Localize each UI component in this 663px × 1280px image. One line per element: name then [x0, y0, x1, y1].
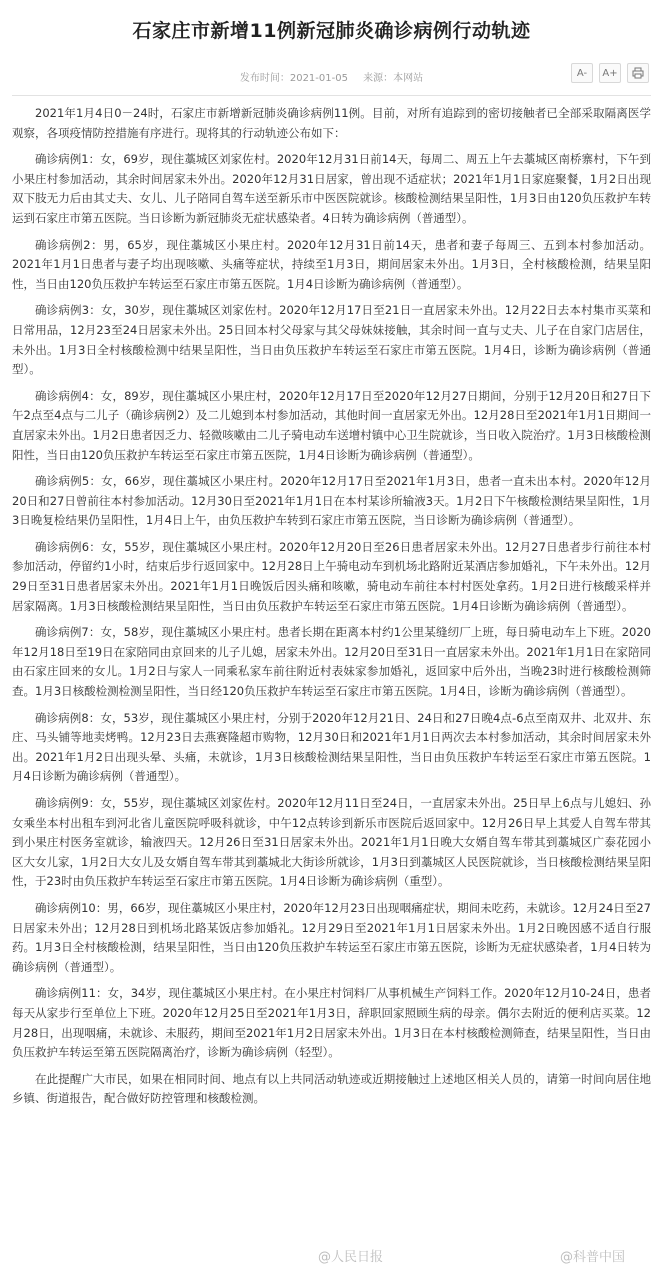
article-body: [0, 96, 663, 1109]
watermark-kepu: @科普中国: [560, 1250, 626, 1265]
article-source: 来源：本网站: [363, 73, 424, 84]
paragraph-case-1: 确诊病例1：女，69岁，现住藁城区刘家佐村。2020年12月31日前14天，每周二、周五上午去藁城区南桥寨村，下午到小果庄村参加活动，其余时间居家未外出。2020年12月31日居家，曾出现不适症状；2021年1月1日家庭聚餐，1月2日出现双下肢无力后由其丈夫、女儿、儿子陪同自驾车送至新乐市中医医院就诊。核酸检测结果呈阳性，1月3日由120负压救护车转运到石家庄市第五医院。当日诊断为新冠肺炎无症状感染者。4日转为确诊病例（普通型）。: [12, 152, 651, 225]
paragraph-case-3: 确诊病例3：女，30岁，现住藁城区刘家佐村。2020年12月17日至21日一直居家未外出。12月22日去本村集市买菜和日常用品，12月23至24日居家未外出。25日回本村父母家与其父母妹妹接触，其余时间一直与丈夫、儿子在自家门店居住，未外出。1月3日全村核酸检测中结果呈阳性，当日由负压救护车转运至石家庄市第五医院。1月4日，诊断为确诊病例（普通型）。: [12, 303, 651, 377]
paragraph-case-4: 确诊病例4：女，89岁，现住藁城区小果庄村，2020年12月17日至2020年12月27日期间，分别于12月20日和27日下午2点至4点与二儿子（确诊病例2）及二儿媳到本村参加活动，其他时间一直居家无外出。12月28日至2021年1月1日期间一直居家未外出。1月2日患者因乏力、轻微咳嗽由二儿子骑电动车送增村镇中心卫生院就诊，当日收入院治疗。1月3日核酸检测阳性，当日由120负压救护车转运至石家庄市第五医院，1月4日诊断为确诊病例（普通型）。: [12, 388, 651, 462]
paragraph-case-6: 确诊病例6：女，55岁，现住藁城区小果庄村。2020年12月20日至26日患者居家未外出。12月27日患者步行前往本村参加活动，停留约1小时，结束后步行返回家中。12月28日上午骑电动车到机场北路附近某酒店参加婚礼，下午未外出。12月29日至31日患者居家未外出。2021年1月1日晚饭后因头痛和咳嗽，骑电动车前往本村村医处拿药。1月2日进行核酸采样并居家隔离。1月3日核酸检测结果呈阳性，当日由负压救护车转运至石家庄市第五医院。1月4日诊断为确诊病例（普通型）。: [12, 539, 651, 613]
paragraph-reminder: 在此提醒广大市民，如果在相同时间、地点有以上共同活动轨迹或近期接触过上述地区相关人员的，请第一时间向居住地乡镇、街道报告，配合做好防控管理和核酸检测。: [12, 1071, 651, 1106]
print-button[interactable]: [627, 63, 649, 83]
font-larger-button[interactable]: A+: [599, 63, 621, 83]
printer-icon: [632, 67, 644, 79]
paragraph-case-10: 确诊病例10：男，66岁，现住藁城区小果庄村，2020年12月23日出现咽痛症状，期间未吃药，未就诊。12月24日至27日居家未外出；12月28日到机场北路某饭店参加婚礼。12月29日至2021年1月1日居家未外出。1月2日晚因感不适自行服药。1月3日全村核酸检测，结果呈阳性，当日由120负压救护车转运至石家庄市第五医院，诊断为无症状感染者，1月4日转为确诊病例（普通型）。: [12, 900, 651, 974]
watermark-bar: [0, 1246, 663, 1270]
paragraph-case-9: 确诊病例9：女，55岁，现住藁城区刘家佐村。2020年12月11日至24日，一直居家未外出。25日早上6点与儿媳妇、孙女乘坐本村出租车到河北省儿童医院呼吸科就诊，中午12点转诊到新乐市医院后返回家中。12月26日早上其爱人自驾车带其到小果庄村医务室就诊，输液四天。12月26日至31日居家未外出。2021年1月1日晚大女婿自驾车带其到藁城区广泰花园小区大女儿家，1月2日大女儿及女婿自驾车带其到藁城北大街诊所就诊，1月3日到藁城区人民医院就诊，当日核酸检测结果呈阳性，于23时由负压救护车转运至石家庄市第五医院。1月4日诊断为确诊病例（重型）。: [12, 796, 651, 889]
article-meta: [12, 69, 651, 84]
paragraph-case-7: 确诊病例7：女，58岁，现住藁城区小果庄村。患者长期在距离本村约1公里某缝纫厂上班，每日骑电动车上下班。2020年12月18日至19日在家陪同由京回来的儿子儿媳，居家未外出。12月20日至31日一直居家未外出。2021年1月1日在家陪同由石家庄回来的女儿。1月2日与家人一同乘私家车前往附近村表妹家参加婚礼，返回家中后外出，当晚23时进行核酸检测筛查。1月3日核酸检测检测呈阳性，当日经120负压救护车转运至石家庄市第五医院。1月4日，诊断为确诊病例（普通型）。: [12, 625, 651, 699]
article-meta-bar: [12, 57, 651, 96]
watermark-renmin: @人民日报: [318, 1250, 384, 1265]
paragraph-case-5: 确诊病例5：女，66岁，现住藁城区小果庄村。2020年12月17日至2021年1月3日，患者一直未出本村。2020年12月20日和27日曾前往本村参加活动。12月30日至2021年1月1日在本村某诊所输液3天。1月2日下午核酸检测结果呈阳性，1月3日晚复检结果仍呈阳性，1月4日上午，由负压救护车转到石家庄市第五医院，当日诊断为确诊病例（普通型）。: [12, 474, 651, 528]
paragraph-intro: 2021年1月4日0－24时，石家庄市新增新冠肺炎确诊病例11例。目前，对所有追踪到的密切接触者已全部采取隔离医学观察，各项疫情防控措施有序进行。现将其的行动轨迹公布如下：: [12, 106, 651, 140]
paragraph-case-2: 确诊病例2：男，65岁，现住藁城区小果庄村。2020年12月31日前14天，患者和妻子每周三、五到本村参加活动。2021年1月1日患者与妻子均出现咳嗽、头痛等症状，持续至1月3日，期间居家未外出。1月3日，全村核酸检测，结果呈阳性，当日由120负压救护车转运至石家庄市第五医院。1月4日诊断为确诊病例（普通型）。: [12, 237, 651, 291]
font-smaller-button[interactable]: A-: [571, 63, 593, 83]
paragraph-case-8: 确诊病例8：女，53岁，现住藁城区小果庄村，分别于2020年12月21日、24日和27日晚4点-6点至南双井、北双井、东庄、马头铺等地卖烤鸭。12月23日去燕赛隆超市购物，12月30日和2021年1月1日两次去本村参加活动，其余时间居家未外出。2021年1月2日出现头晕、头痛，未就诊，1月3日核酸检测结果呈阳性，当日由负压救护车转运至石家庄市第五医院。1月4日诊断为确诊病例（普通型）。: [12, 710, 651, 784]
paragraph-case-11: 确诊病例11：女，34岁，现住藁城区小果庄村。在小果庄村饲料厂从事机械生产饲料工作。2020年12月10-24日，患者每天从家步行至单位上下班。2020年12月25日至2021年1月3日，辞职回家照顾生病的母亲。偶尔去附近的便利店买菜。12月28日，出现咽痛，未就诊、未服药，期间至2021年1月2日居家未外出。1月3日在本村核酸检测筛查，结果呈阳性，当日由负压救护车转运至第五医院隔离治疗，诊断为确诊病例（轻型）。: [12, 986, 651, 1060]
article-title: 石家庄市新增11例新冠肺炎确诊病例行动轨迹: [132, 20, 531, 42]
publish-time: 发布时间：2021-01-05: [239, 73, 348, 84]
article-tools: [571, 63, 649, 83]
